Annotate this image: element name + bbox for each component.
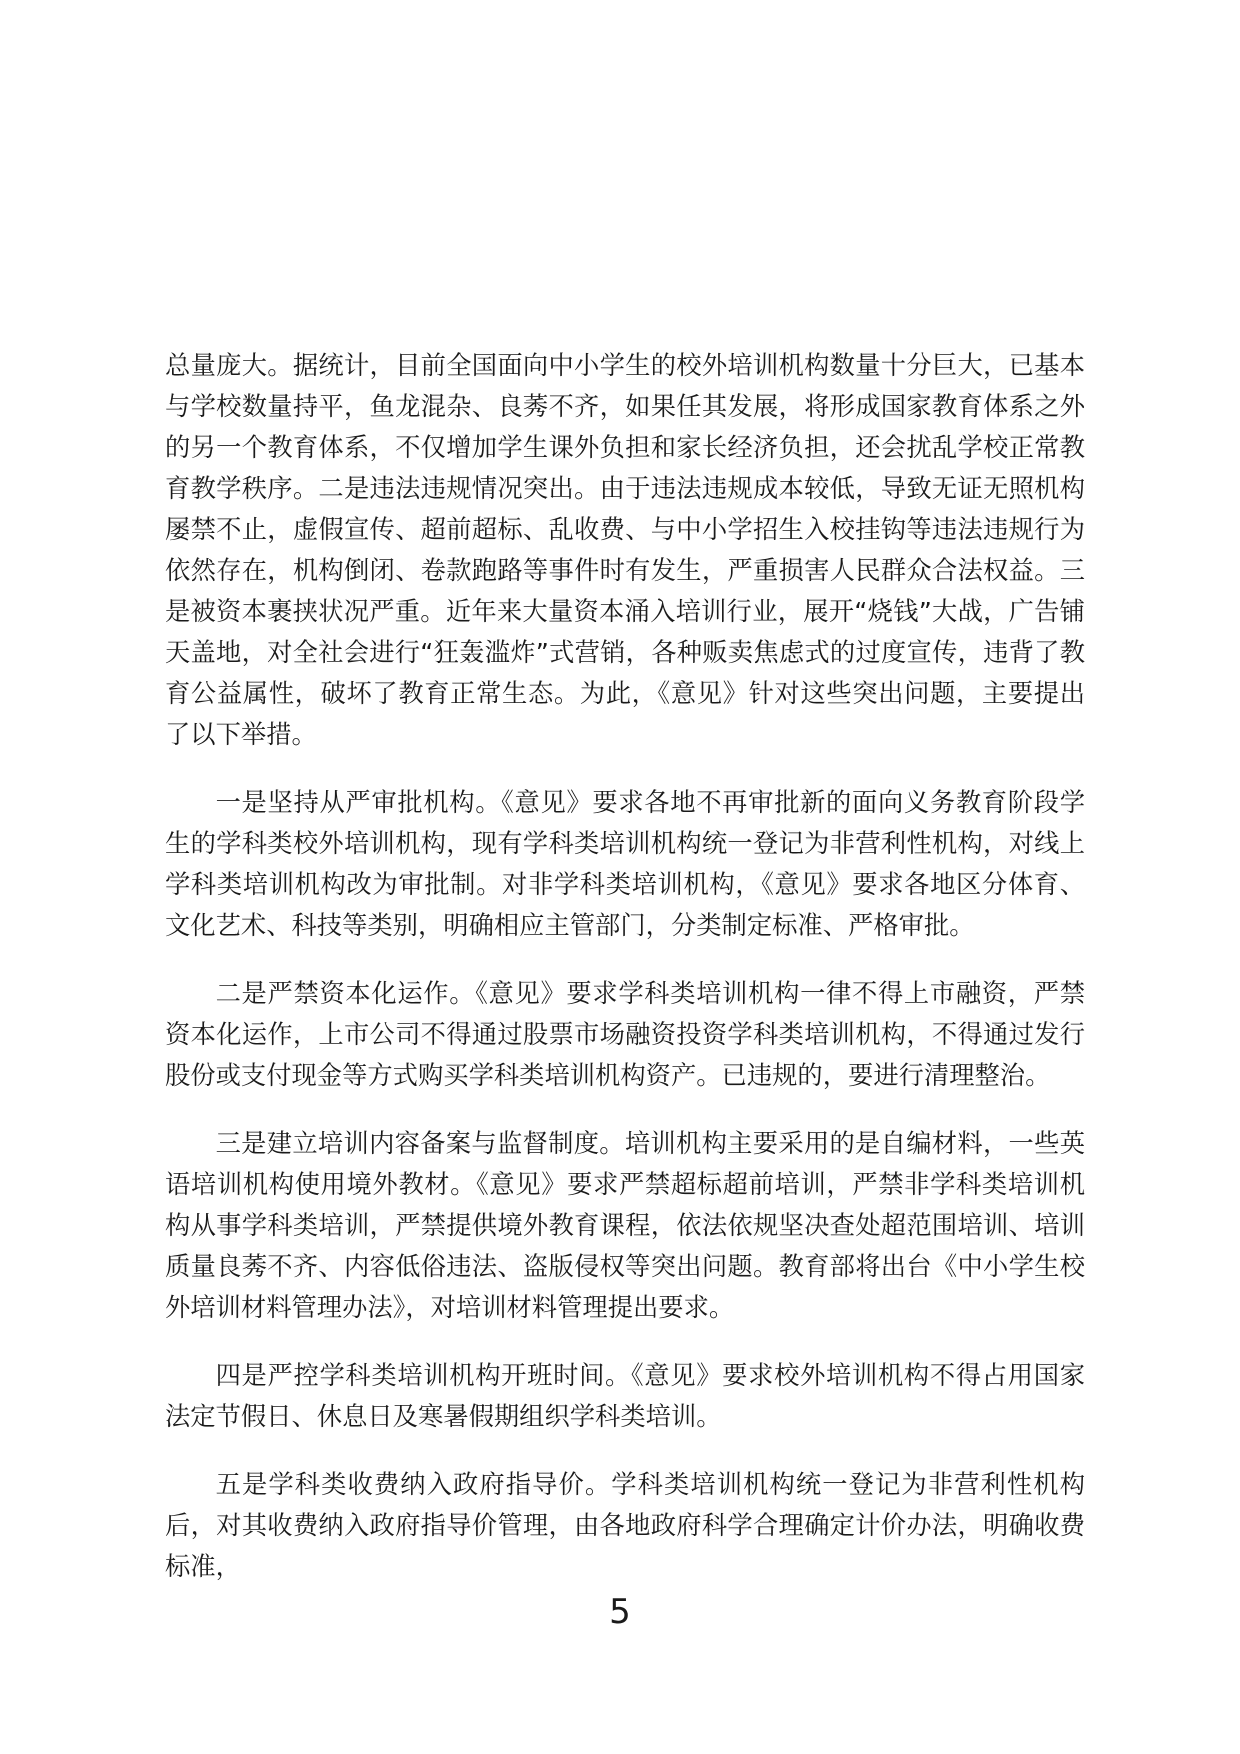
page-number: 5: [609, 1592, 631, 1632]
paragraph-measure-1: 一是坚持从严审批机构。《意见》要求各地不再审批新的面向义务教育阶段学生的学科类校外培训机构，现有学科类培训机构统一登记为非营利性机构，对线上学科类培训机构改为审批制。对非学科类培训机构，《意见》要求各地区分体育、文化艺术、科技等类别，明确相应主管部门，分类制定标准、严格审批。: [165, 788, 1085, 940]
document-body: [165, 345, 1085, 1587]
paragraph-measure-5: 五是学科类收费纳入政府指导价。学科类培训机构统一登记为非营利性机构后，对其收费纳入政府指导价管理，由各地政府科学合理确定计价办法，明确收费标准，: [165, 1470, 1085, 1581]
paragraph-measure-4: 四是严控学科类培训机构开班时间。《意见》要求校外培训机构不得占用国家法定节假日、休息日及寒暑假期组织学科类培训。: [165, 1361, 1085, 1431]
paragraph-measure-2: 二是严禁资本化运作。《意见》要求学科类培训机构一律不得上市融资，严禁资本化运作，上市公司不得通过股票市场融资投资学科类培训机构，不得通过发行股份或支付现金等方式购买学科类培训机构资产。已违规的，要进行清理整治。: [165, 979, 1085, 1090]
paragraph-continuation: 总量庞大。据统计，目前全国面向中小学生的校外培训机构数量十分巨大，已基本与学校数量持平，鱼龙混杂、良莠不齐，如果任其发展，将形成国家教育体系之外的另一个教育体系，不仅增加学生课外负担和家长经济负担，还会扰乱学校正常教育教学秩序。二是违法违规情况突出。由于违法违规成本较低，导致无证无照机构屡禁不止，虚假宣传、超前超标、乱收费、与中小学招生入校挂钩等违法违规行为依然存在，机构倒闭、卷款跑路等事件时有发生，严重损害人民群众合法权益。三是被资本裹挟状况严重。近年来大量资本涌入培训行业，展开“烧钱”大战，广告铺天盖地，对全社会进行“狂轰滥炸”式营销，各种贩卖焦虑式的过度宣传，违背了教育公益属性，破坏了教育正常生态。为此，《意见》针对这些突出问题，主要提出了以下举措。: [165, 351, 1085, 749]
paragraph-measure-3: 三是建立培训内容备案与监督制度。培训机构主要采用的是自编材料，一些英语培训机构使用境外教材。《意见》要求严禁超标超前培训，严禁非学科类培训机构从事学科类培训，严禁提供境外教育课程，依法依规坚决查处超范围培训、培训质量良莠不齐、内容低俗违法、盗版侵权等突出问题。教育部将出台《中小学生校外培训材料管理办法》，对培训材料管理提出要求。: [165, 1129, 1085, 1322]
